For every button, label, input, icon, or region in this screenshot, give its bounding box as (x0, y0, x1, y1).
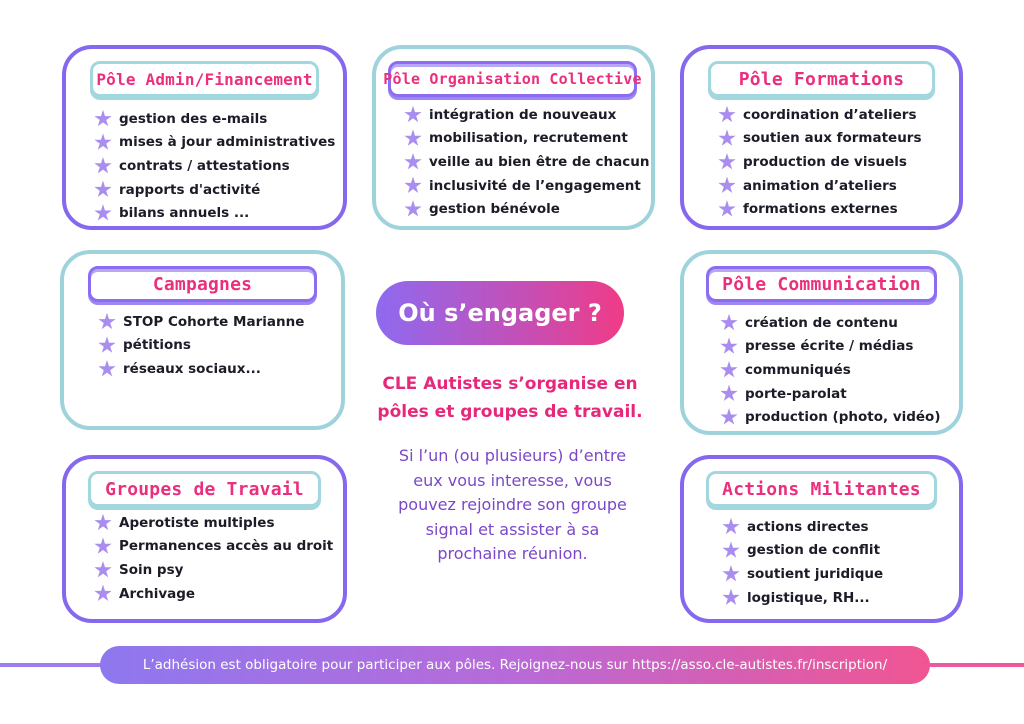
item-list (720, 311, 949, 429)
list-item: gestion des e-mails (94, 107, 333, 131)
card-campagnes (60, 250, 345, 430)
info-line: pouvez rejoindre son groupe (398, 495, 627, 514)
star-icon (720, 385, 738, 403)
star-icon (720, 314, 738, 332)
card-pole-formations (680, 45, 963, 230)
item-list (404, 103, 650, 221)
star-icon (94, 585, 112, 603)
list-item: pétitions (98, 334, 331, 358)
star-icon (94, 537, 112, 555)
card-pole-communication (680, 250, 963, 435)
card-title: Actions Militantes (706, 471, 937, 507)
item-list (94, 107, 336, 225)
list-item: animation d’ateliers (718, 174, 949, 198)
star-icon (718, 177, 736, 195)
star-icon (404, 106, 422, 124)
list-item: rapports d'activité (94, 178, 333, 202)
star-icon (404, 177, 422, 195)
list-item: Permanences accès au droit (94, 535, 333, 559)
star-icon (94, 133, 112, 151)
star-icon (404, 129, 422, 147)
item-list (98, 310, 331, 381)
card-title: Campagnes (88, 266, 317, 302)
card-pole-organisation (372, 45, 655, 230)
star-icon (94, 514, 112, 532)
star-icon (94, 204, 112, 222)
list-item: mises à jour administratives (94, 131, 333, 155)
star-icon (718, 106, 736, 124)
org-line-2: pôles et groupes de travail. (377, 402, 643, 422)
item-list (722, 515, 949, 609)
star-icon (718, 129, 736, 147)
card-title: Pôle Formations (708, 61, 935, 97)
card-title: Pôle Admin/Financement (90, 61, 319, 97)
star-icon (98, 313, 116, 331)
list-item: réseaux sociaux... (98, 357, 331, 381)
list-item: porte-parolat (720, 382, 949, 406)
star-icon (94, 157, 112, 175)
star-icon (722, 541, 740, 559)
list-item: Soin psy (94, 558, 333, 582)
star-icon (98, 336, 116, 354)
card-title: Groupes de Travail (88, 471, 321, 507)
star-icon (720, 408, 738, 426)
list-item: intégration de nouveaux (404, 103, 641, 127)
star-icon (98, 360, 116, 378)
star-icon (404, 200, 422, 218)
list-item: production de visuels (718, 150, 949, 174)
list-item: actions directes (722, 515, 949, 539)
star-icon (720, 361, 738, 379)
list-item: formations externes (718, 197, 949, 221)
list-item: logistique, RH... (722, 586, 949, 610)
star-icon (718, 200, 736, 218)
list-item: Aperotiste multiples (94, 511, 333, 535)
info-line: signal et assister à sa (425, 519, 600, 539)
star-icon (722, 518, 740, 536)
card-title: Pôle Organisation Collective (388, 61, 637, 97)
list-item: Archivage (94, 582, 333, 606)
star-icon (722, 589, 740, 607)
list-item: création de contenu (720, 311, 949, 335)
star-icon (718, 153, 736, 171)
list-item: gestion de conflit (722, 539, 949, 563)
footer-banner[interactable]: L’adhésion est obligatoire pour participer aux pôles. Rejoignez-nous sur https://asso.cle-autistes.fr/inscription/ (100, 646, 930, 684)
list-item: soutien aux formateurs (718, 127, 949, 151)
list-item: contrats / attestations (94, 154, 333, 178)
star-icon (94, 110, 112, 128)
card-title: Pôle Communication (706, 266, 937, 302)
list-item: veille au bien être de chacun (404, 150, 641, 174)
list-item: mobilisation, recrutement (404, 127, 641, 151)
card-pole-admin (62, 45, 347, 230)
info-line: prochaine réunion. (437, 544, 588, 563)
card-groupes-de-travail (62, 455, 347, 623)
list-item: presse écrite / médias (720, 335, 949, 359)
card-actions-militantes (680, 455, 963, 623)
list-item: production (photo, vidéo) (720, 405, 949, 429)
org-line-1: CLE Autistes s’organise en (382, 374, 638, 394)
list-item: STOP Cohorte Marianne (98, 310, 331, 334)
info-line: Si l’un (ou plusieurs) d’entre (398, 446, 627, 465)
star-icon (94, 561, 112, 579)
list-item: soutient juridique (722, 562, 949, 586)
info-text (345, 444, 680, 567)
list-item: gestion bénévole (404, 197, 641, 221)
item-list (718, 103, 949, 221)
list-item: coordination d’ateliers (718, 103, 949, 127)
page-title: Où s’engager ? (376, 281, 624, 345)
list-item: communiqués (720, 358, 949, 382)
star-icon (722, 565, 740, 583)
list-item: bilans annuels ... (94, 201, 333, 225)
info-line: eux vous interesse, vous (413, 470, 612, 490)
star-icon (404, 153, 422, 171)
item-list (94, 511, 333, 605)
star-icon (94, 181, 112, 199)
star-icon (720, 337, 738, 355)
list-item: inclusivité de l’engagement (404, 174, 641, 198)
